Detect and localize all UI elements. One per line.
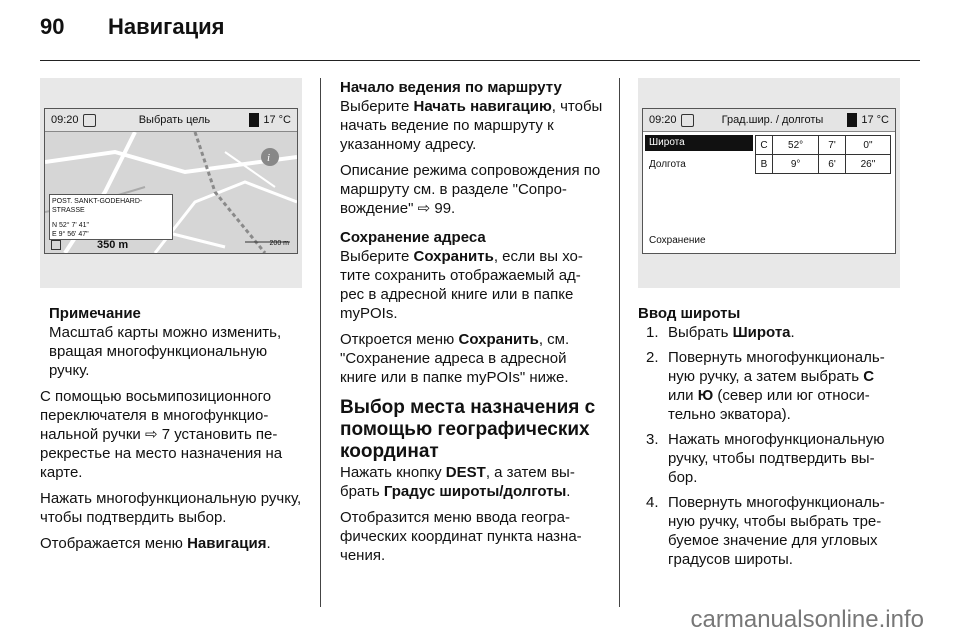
temperature-text: 17 °C <box>263 114 291 126</box>
paragraph: Нажать многофункциональную ручку, чтобы подтвердить выбор. <box>40 490 302 526</box>
temperature-text: 17 °C <box>861 114 889 126</box>
coords-row-latitude <box>756 136 891 155</box>
paragraph: Отображается меню Навигация. <box>40 535 271 552</box>
right-column <box>638 304 900 575</box>
screen-title: Выбрать цель <box>138 114 211 126</box>
menu-item-longitude[interactable]: Долгота <box>649 159 686 170</box>
coords-screen <box>642 108 896 254</box>
page-number: 90 <box>40 14 65 39</box>
note-block <box>40 304 302 380</box>
middle-column <box>340 78 604 572</box>
paragraph: Описание режима сопровождения по маршруту см. в разделе "Сопро-вождение" ⇨ 99. <box>340 162 601 217</box>
paragraph: Откроется меню Сохранить, см. "Сохранение адреса в адресной книге или в папке myPOIs" ниже. <box>340 331 570 386</box>
paragraph: С помощью восьмипозиционного переключателя в многофункцио-нальной ручки ⇨ 7 установить пе-рекрестье на место назначения на карте. <box>40 388 283 481</box>
column-divider <box>320 78 321 607</box>
status-bar <box>45 109 297 132</box>
minutes-cell[interactable]: 7' <box>819 136 846 155</box>
street-name: POST. SANKT-GODEHARD-STRASSE <box>52 198 143 214</box>
column-divider <box>619 78 620 607</box>
longitude-text: E 9° 56' 47" <box>52 231 89 238</box>
header-rule <box>40 60 920 61</box>
seconds-cell[interactable]: 0" <box>845 136 890 155</box>
coords-screenshot <box>638 78 900 288</box>
paragraph: Выберите Начать навигацию, чтобы начать ведение по маршруту к указанному адресу. <box>340 98 603 153</box>
menu-item-latitude[interactable]: Широта <box>645 135 753 151</box>
section-heading-large: Выбор места назначения с помощью географических координат <box>340 397 596 462</box>
paragraph: Нажать кнопку DEST, а затем вы-брать Градус широты/долготы. <box>340 464 575 500</box>
degrees-cell[interactable]: 52° <box>773 136 819 155</box>
scale-label: 200 m <box>269 240 289 247</box>
reference-arrow-icon: ⇨ <box>417 200 431 217</box>
minutes-cell[interactable]: 6' <box>819 155 846 174</box>
hemisphere-cell[interactable]: В <box>756 155 773 174</box>
map-view <box>45 132 297 253</box>
status-bar <box>643 109 895 132</box>
section-heading: Начало ведения по маршруту <box>340 79 562 96</box>
thermometer-icon <box>847 113 857 127</box>
map-screenshot <box>40 78 302 288</box>
phone-icon <box>83 114 96 127</box>
screen-title: Град.шир. / долготы <box>721 114 824 126</box>
list-item: 2. Повернуть многофункциональ-ную ручку, а затем выбрать С или Ю (север или юг относи-тельно экватора). <box>646 349 885 423</box>
coords-table <box>755 135 891 174</box>
reference-arrow-icon: ⇨ <box>144 426 158 443</box>
page-header <box>40 14 224 40</box>
phone-icon <box>681 114 694 127</box>
list-item: 3. Нажать многофункциональную ручку, чтобы подтвердить вы-бор. <box>646 431 885 486</box>
scale-label: 350 m <box>97 239 129 251</box>
paragraph: Отобразится меню ввода геогра-фических координат пункта назна-чения. <box>340 509 582 564</box>
hemisphere-cell[interactable]: С <box>756 136 773 155</box>
note-text: Масштаб карты можно изменить, вращая многофункциональную ручку. <box>49 324 282 379</box>
map-screen <box>44 108 298 254</box>
clock-text: 09:20 <box>51 114 79 126</box>
menu-icon <box>51 240 61 250</box>
note-title: Примечание <box>49 305 141 322</box>
steps-list <box>638 323 900 569</box>
paragraph: Выберите Сохранить, если вы хо-тите сохранить отображаемый ад-рес в адресной книге или в папке myPOIs. <box>340 248 583 322</box>
coords-row-longitude <box>756 155 891 174</box>
section-heading: Сохранение адреса <box>340 229 486 246</box>
seconds-cell[interactable]: 26" <box>845 155 890 174</box>
degrees-cell[interactable]: 9° <box>773 155 819 174</box>
page-title: Навигация <box>108 14 225 39</box>
section-heading: Ввод широты <box>638 305 741 322</box>
left-column <box>40 304 302 560</box>
location-popup <box>49 194 173 240</box>
list-item: 1. Выбрать Широта. <box>646 324 795 341</box>
watermark: carmanualsonline.info <box>690 606 924 633</box>
thermometer-icon <box>249 113 259 127</box>
svg-text:i: i <box>267 152 271 164</box>
clock-text: 09:20 <box>649 114 677 126</box>
latitude-text: N 52° 7' 41" <box>52 222 89 229</box>
list-item: 4. Повернуть многофункциональ-ную ручку, чтобы выбрать тре-буемое значение для угловых градусов широты. <box>646 494 885 568</box>
menu-item-save[interactable]: Сохранение <box>649 235 706 246</box>
